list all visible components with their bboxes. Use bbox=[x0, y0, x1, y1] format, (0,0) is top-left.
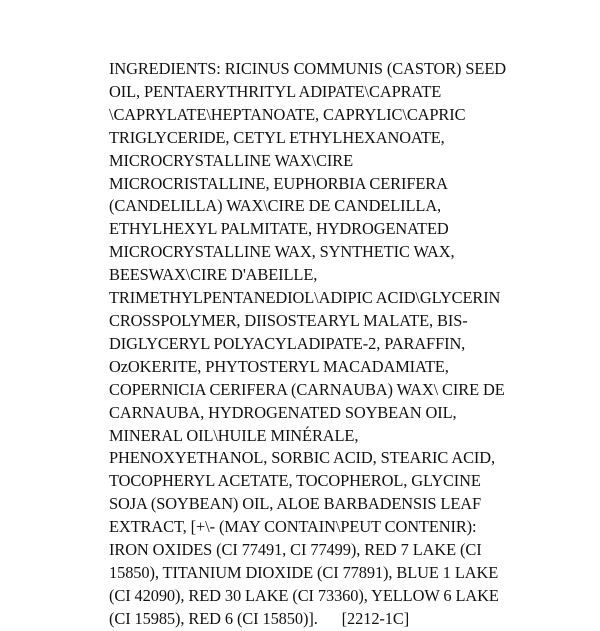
ingredients-text-block bbox=[109, 58, 569, 631]
ingredients-line: CROSSPOLYMER, DIISOSTEARYL MALATE, BIS- bbox=[109, 310, 468, 330]
ingredients-line: 15850), TITANIUM DIOXIDE (CI 77891), BLUE 1 LAKE bbox=[109, 562, 499, 582]
ingredients-line: IRON OXIDES (CI 77491, CI 77499), RED 7 LAKE (CI bbox=[109, 540, 482, 560]
ingredients-line: OzOKERITE, PHYTOSTERYL MACADAMIATE, bbox=[109, 356, 449, 376]
ingredients-line: SOJA (SOYBEAN) OIL, ALOE BARBADENSIS LEAF bbox=[109, 494, 481, 514]
ingredients-line: TOCOPHERYL ACETATE, TOCOPHEROL, GLYCINE bbox=[109, 471, 481, 491]
ingredients-line: MICROCRISTALLINE, EUPHORBIA CERIFERA bbox=[109, 173, 448, 193]
ingredients-line: OIL, PENTAERYTHRITYL ADIPATE\CAPRATE bbox=[109, 81, 442, 101]
ingredients-line: TRIMETHYLPENTANEDIOL\ADIPIC ACID\GLYCERIN bbox=[109, 288, 501, 308]
ingredients-line: MICROCRYSTALLINE WAX, SYNTHETIC WAX, bbox=[109, 242, 455, 262]
ingredients-line: (CI 42090), RED 30 LAKE (CI 73360), YELLOW 6 LAKE bbox=[109, 585, 499, 605]
ingredients-line: CARNAUBA, HYDROGENATED SOYBEAN OIL, bbox=[109, 402, 457, 422]
ingredients-line: BEESWAX\CIRE D'ABEILLE, bbox=[109, 265, 318, 285]
ingredients-line: (CANDELILLA) WAX\CIRE DE CANDELILLA, bbox=[109, 196, 442, 216]
ingredients-line: PHENOXYETHANOL, SORBIC ACID, STEARIC ACID, bbox=[109, 448, 496, 468]
ingredients-line: COPERNICIA CERIFERA (CARNAUBA) WAX\ CIRE DE bbox=[109, 379, 505, 399]
ingredients-line: TRIGLYCERIDE, CETYL ETHYLHEXANOATE, bbox=[109, 127, 445, 147]
ingredients-line: (CI 15985), RED 6 (CI 15850)]. [2212-1C] bbox=[109, 608, 410, 628]
ingredients-line: EXTRACT, [+\- (MAY CONTAIN\PEUT CONTENIR): bbox=[109, 517, 477, 537]
ingredients-line: INGREDIENTS: RICINUS COMMUNIS (CASTOR) SEED bbox=[109, 59, 506, 78]
ingredients-line: MINERAL OIL\HUILE MINÉRALE, bbox=[109, 425, 359, 445]
ingredients-line: DIGLYCERYL POLYACYLADIPATE-2, PARAFFIN, bbox=[109, 333, 466, 353]
ingredients-line: \CAPRYLATE\HEPTANOATE, CAPRYLIC\CAPRIC bbox=[109, 104, 466, 124]
ingredients-line: ETHYLHEXYL PALMITATE, HYDROGENATED bbox=[109, 219, 449, 239]
ingredients-line: MICROCRYSTALLINE WAX\CIRE bbox=[109, 150, 354, 170]
